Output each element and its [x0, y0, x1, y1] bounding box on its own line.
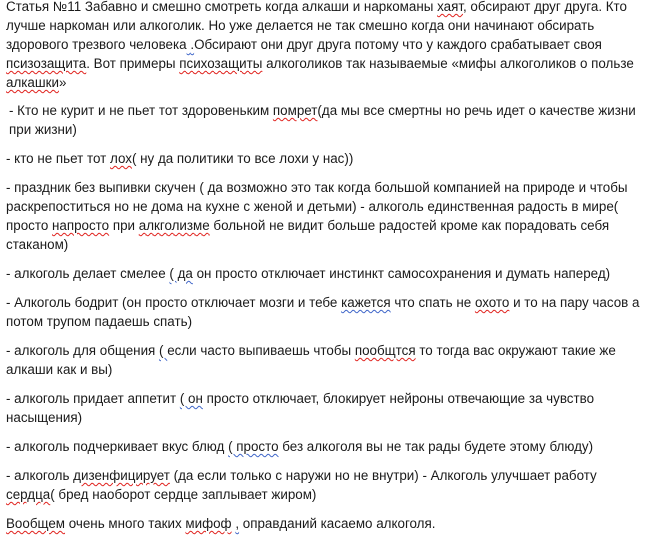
- text-run: - Алкоголь бодрит (он просто отключает мозги и тебе: [6, 295, 342, 310]
- paragraph-myth-4[interactable]: [6, 264, 642, 283]
- text-run: если часто выпиваешь чтобы: [167, 343, 355, 358]
- text-run: при: [109, 218, 139, 233]
- text-run: - алкоголь делает смелее: [6, 266, 170, 281]
- text-run: (да мы все смертны но речь идет о качестве жизни при жизни): [9, 103, 636, 137]
- grammar-issue-text: ( да: [169, 266, 193, 281]
- spelling-error-word: психозащиты: [179, 56, 263, 71]
- grammar-issue-text: ( просто: [228, 439, 279, 454]
- text-run: - алкоголь придает аппетит: [6, 391, 180, 406]
- spelling-error-word: мифоф: [185, 516, 232, 531]
- spelling-error-word: пообщтся: [354, 343, 416, 358]
- grammar-issue-text: (: [159, 343, 168, 358]
- text-run: »: [58, 75, 67, 90]
- text-run: ( бред наоборот сердце заплывает жиром): [50, 487, 317, 502]
- paragraph-myth-6[interactable]: [6, 341, 642, 379]
- text-run: алкоголиков так называемые «мифы алкоголиков о пользе: [262, 56, 634, 71]
- spelling-error-word: хаят: [437, 0, 463, 14]
- text-run: - алкоголь: [6, 468, 74, 483]
- paragraph-intro[interactable]: [6, 0, 642, 92]
- text-run: то тогда вас окружают такие же алкаши как и вы): [6, 343, 616, 377]
- text-run: Обсирают они друг друга потому что у каждого срабатывает своя: [194, 37, 602, 52]
- spelling-error-word: алкашки: [6, 75, 59, 90]
- text-run: очень много таких: [65, 516, 186, 531]
- text-run: что спать не: [390, 295, 475, 310]
- paragraph-myth-2[interactable]: [6, 149, 642, 168]
- spelling-error-word: лох: [109, 151, 132, 166]
- text-run: - алкоголь подчеркивает вкус блюд: [6, 439, 229, 454]
- text-run: просто отключает, блокирует нейроны отвечающие за чувство насыщения): [6, 391, 595, 425]
- grammar-issue-text: .: [190, 37, 195, 52]
- paragraph-myth-1[interactable]: [6, 101, 642, 139]
- spelling-error-word: Вообщем: [6, 516, 66, 531]
- paragraph-myth-9[interactable]: [6, 466, 642, 504]
- text-run: - алкоголь для общения: [6, 343, 160, 358]
- text-run: Статья №11 Забавно и смешно смотреть когда алкаши и наркоманы: [6, 0, 438, 14]
- text-run: - Кто не курит и не пьет тот здоровеньким: [9, 103, 273, 118]
- paragraph-myth-3[interactable]: [6, 178, 642, 254]
- text-run: - кто не пьет тот: [6, 151, 110, 166]
- text-run: ( ну да политики то все лохи у нас)): [131, 151, 354, 166]
- text-run: , обсирают друг друга. Кто лучше наркоман или алкоголик. Но уже делается не так смешно когда они начинают обсирать здорового трезвого человека: [6, 0, 627, 52]
- spelling-error-word: напросто: [52, 218, 110, 233]
- grammar-issue-text: ,: [235, 516, 240, 531]
- spelling-error-word: сердца: [6, 487, 51, 502]
- text-run: . Вот примеры: [86, 56, 180, 71]
- text-run: он просто отключает инстинкт самосохранения и думать наперед): [192, 266, 611, 281]
- grammar-issue-text: кажется: [341, 295, 391, 310]
- paragraph-conclusion[interactable]: [6, 514, 642, 533]
- text-run: и то на пару часов а потом трупом падаешь спать): [6, 295, 640, 329]
- spelling-error-word: охото: [474, 295, 510, 310]
- spelling-error-word: алкголизме: [138, 218, 210, 233]
- text-run: больной не видит больше радостей кроме как порадовать себя стаканом): [6, 218, 610, 252]
- text-run: без алкоголя вы не так рады будете этому блюду): [278, 439, 594, 454]
- text-run: (да если только с наружи но не внутри) - Алкоголь улучшает работу: [169, 468, 597, 483]
- paragraph-myth-5[interactable]: [6, 293, 642, 331]
- spelling-error-word: помрет: [272, 103, 318, 118]
- text-run: оправданий касаемо алкоголя.: [239, 516, 436, 531]
- paragraph-myth-7[interactable]: [6, 389, 642, 427]
- spelling-error-word: дизенфицирует: [73, 468, 170, 483]
- paragraph-myth-8[interactable]: [6, 437, 642, 456]
- spelling-error-word: псизозащита: [6, 56, 87, 71]
- text-run: - праздник без выпивки скучен ( да возможно это так когда большой компанией на природе и чтобы раскрепоститься но не дома на кухне с женой и детьми) - алкоголь единственная радость в мире( просто: [6, 180, 628, 233]
- grammar-issue-text: ( он: [179, 391, 203, 406]
